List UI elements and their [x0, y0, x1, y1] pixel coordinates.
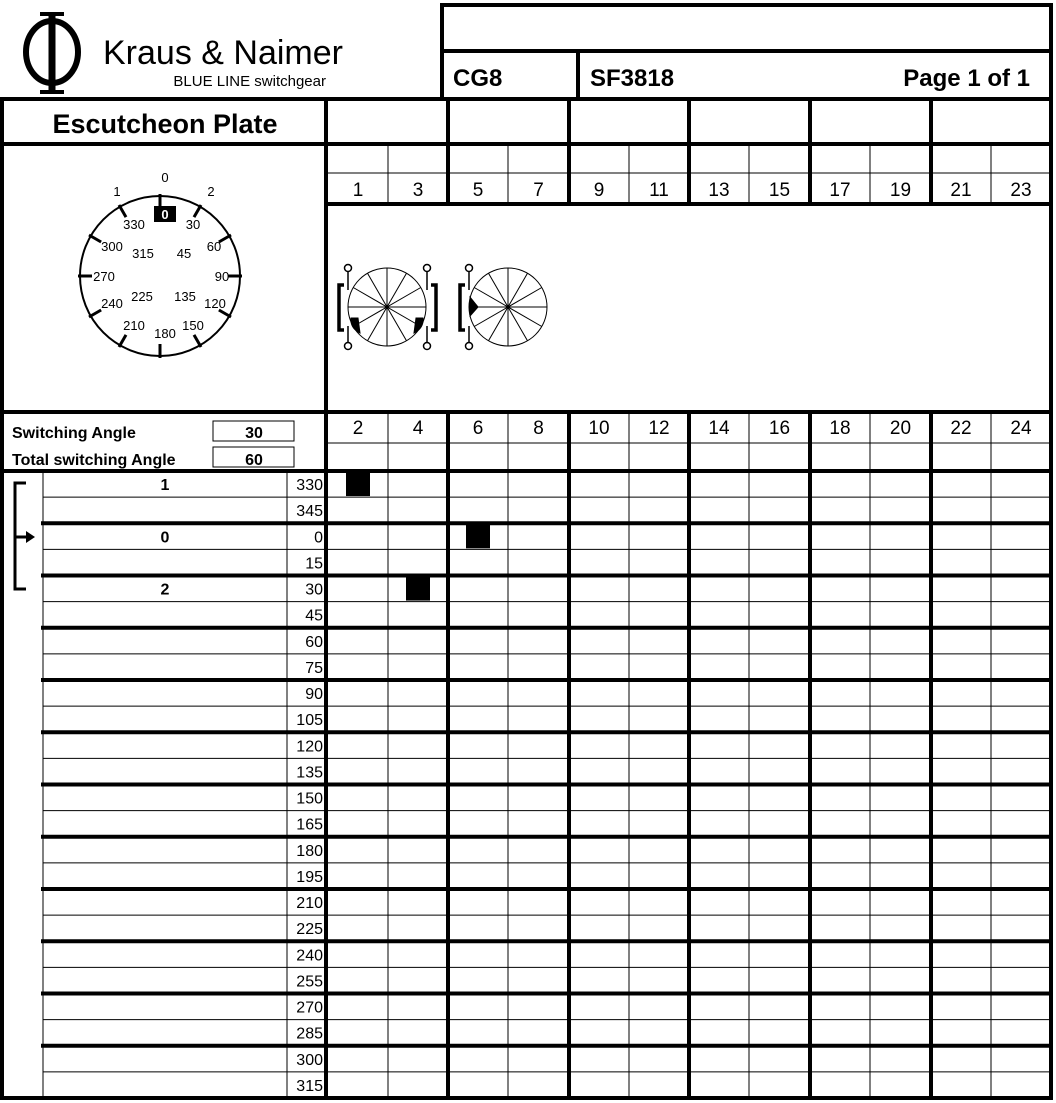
row-angle-label: 105 — [296, 712, 323, 730]
row-position-label: 0 — [160, 529, 170, 547]
angle-info — [12, 421, 294, 469]
header — [26, 14, 1030, 139]
terminal-bottom-4: 4 — [412, 418, 424, 439]
brand-logo-icon — [26, 14, 78, 92]
row-angle-label: 30 — [305, 581, 323, 599]
table-row — [305, 555, 323, 572]
terminal-bottom-22: 22 — [950, 418, 972, 439]
total-switching-angle-label: Total switching Angle — [12, 452, 176, 469]
terminal-bottom-18: 18 — [829, 418, 851, 439]
terminal-top-5: 5 — [472, 180, 484, 201]
row-angle-label: 285 — [296, 1025, 323, 1043]
table-row — [296, 712, 323, 729]
row-angle-label: 345 — [296, 503, 323, 521]
row-angle-label: 210 — [296, 895, 323, 913]
row-angle-label: 195 — [296, 868, 323, 886]
row-position-label: 2 — [160, 581, 170, 599]
dial-position-2: 2 — [207, 184, 215, 199]
dial-angle-240: 240 — [101, 296, 123, 311]
total-switching-angle-value: 60 — [245, 452, 263, 469]
terminal-top-23: 23 — [1010, 180, 1032, 201]
dial-angle-60: 60 — [206, 239, 222, 254]
terminal-top-15: 15 — [768, 180, 791, 201]
terminal-top-19: 19 — [889, 180, 912, 201]
dial-angle-315: 315 — [132, 246, 154, 261]
table-row — [296, 921, 323, 938]
dial-position-1: 1 — [113, 184, 121, 199]
row-angle-label: 270 — [296, 999, 323, 1017]
terminal-top-11: 11 — [649, 180, 669, 201]
row-position-label: 1 — [160, 477, 170, 495]
grid-thick-lines — [2, 5, 1051, 1098]
terminal-bottom-16: 16 — [768, 418, 791, 439]
table-row — [296, 1026, 323, 1043]
terminal-bottom-24: 24 — [1010, 418, 1032, 439]
terminal-bottom-2: 2 — [352, 418, 364, 439]
row-angle-label: 90 — [305, 686, 323, 704]
contact-cam-2-icon — [469, 268, 547, 346]
switching-angle-label: Switching Angle — [12, 425, 136, 442]
section-title: Escutcheon Plate — [52, 109, 278, 139]
terminal-top-9: 9 — [593, 180, 605, 201]
brand-tagline: BLUE LINE switchgear — [173, 73, 326, 90]
dial-angle-135: 135 — [174, 289, 196, 304]
terminal-bottom-8: 8 — [533, 418, 544, 439]
table-row — [161, 472, 370, 496]
model-code: SF3818 — [590, 65, 675, 92]
table-row — [296, 738, 323, 755]
row-angle-label: 165 — [296, 816, 323, 834]
escutcheon-dial — [78, 170, 242, 358]
table-row — [296, 791, 323, 808]
table-row — [305, 686, 323, 703]
row-angle-label: 135 — [296, 764, 323, 782]
row-angle-label: 300 — [296, 1051, 323, 1069]
table-row — [296, 947, 323, 964]
contact-cam-1-icon — [348, 268, 426, 346]
table-row — [305, 660, 323, 677]
row-angle-label: 315 — [296, 1077, 323, 1095]
table-row — [161, 577, 430, 601]
row-angle-label: 240 — [296, 947, 323, 965]
contact-diagram — [339, 265, 547, 350]
dial-angle-120: 120 — [204, 296, 226, 311]
row-angle-label: 15 — [305, 555, 323, 573]
series-code: CG8 — [453, 65, 503, 92]
terminal-bottom-12: 12 — [648, 418, 670, 439]
row-angle-label: 0 — [314, 529, 323, 547]
contact-closed-marker — [346, 472, 370, 496]
terminal-bottom-20: 20 — [889, 418, 912, 439]
dial-angle-270: 270 — [93, 269, 115, 284]
dial-angle-225: 225 — [131, 289, 153, 304]
terminal-labels — [353, 180, 1032, 439]
dial-angle-45: 45 — [176, 246, 192, 261]
row-angle-label: 255 — [296, 973, 323, 991]
terminal-top-1: 1 — [352, 180, 364, 201]
brand-name: Kraus & Naimer — [103, 34, 343, 72]
dial-selected-label: 0 — [161, 207, 169, 222]
dial-angle-300: 300 — [101, 239, 123, 254]
dial-angle-180: 180 — [154, 326, 176, 341]
terminal-bottom-10: 10 — [588, 418, 610, 439]
dial-angle-90: 90 — [214, 269, 230, 284]
terminal-top-21: 21 — [950, 180, 972, 201]
table-row — [296, 895, 323, 912]
terminal-bottom-14: 14 — [708, 418, 730, 439]
current-position-arrow-icon — [26, 531, 35, 543]
dial-angle-330: 330 — [123, 217, 145, 232]
row-angle-label: 330 — [296, 477, 323, 495]
dial-position-0: 0 — [161, 170, 169, 185]
table-row — [305, 608, 323, 625]
table-row — [296, 973, 323, 990]
row-angle-label: 60 — [305, 633, 323, 651]
contact-closed-marker — [406, 577, 430, 601]
table-row — [305, 634, 323, 651]
table-row — [296, 764, 323, 781]
row-angle-label: 150 — [296, 790, 323, 808]
dial-angle-150: 150 — [182, 318, 204, 333]
terminal-top-7: 7 — [533, 180, 544, 201]
terminal-top-13: 13 — [708, 180, 730, 201]
row-angle-label: 45 — [305, 607, 323, 625]
table-row — [296, 843, 323, 860]
switching-angle-value: 30 — [245, 425, 263, 442]
table-row — [296, 503, 323, 520]
terminal-top-3: 3 — [412, 180, 424, 201]
row-angle-label: 225 — [296, 921, 323, 939]
row-angle-label: 120 — [296, 738, 323, 756]
dial-angle-30: 30 — [185, 217, 201, 232]
table-row — [296, 869, 323, 886]
table-row — [296, 1052, 323, 1069]
terminal-top-17: 17 — [829, 180, 851, 201]
row-angle-label: 75 — [305, 659, 323, 677]
table-row — [296, 1078, 323, 1095]
table-row — [296, 817, 323, 834]
row-angle-label: 180 — [296, 842, 323, 860]
table-row — [296, 1000, 323, 1017]
page-number: Page 1 of 1 — [903, 65, 1030, 92]
contact-closed-marker — [466, 524, 490, 548]
terminal-bottom-6: 6 — [472, 418, 484, 439]
dial-angle-210: 210 — [123, 318, 145, 333]
